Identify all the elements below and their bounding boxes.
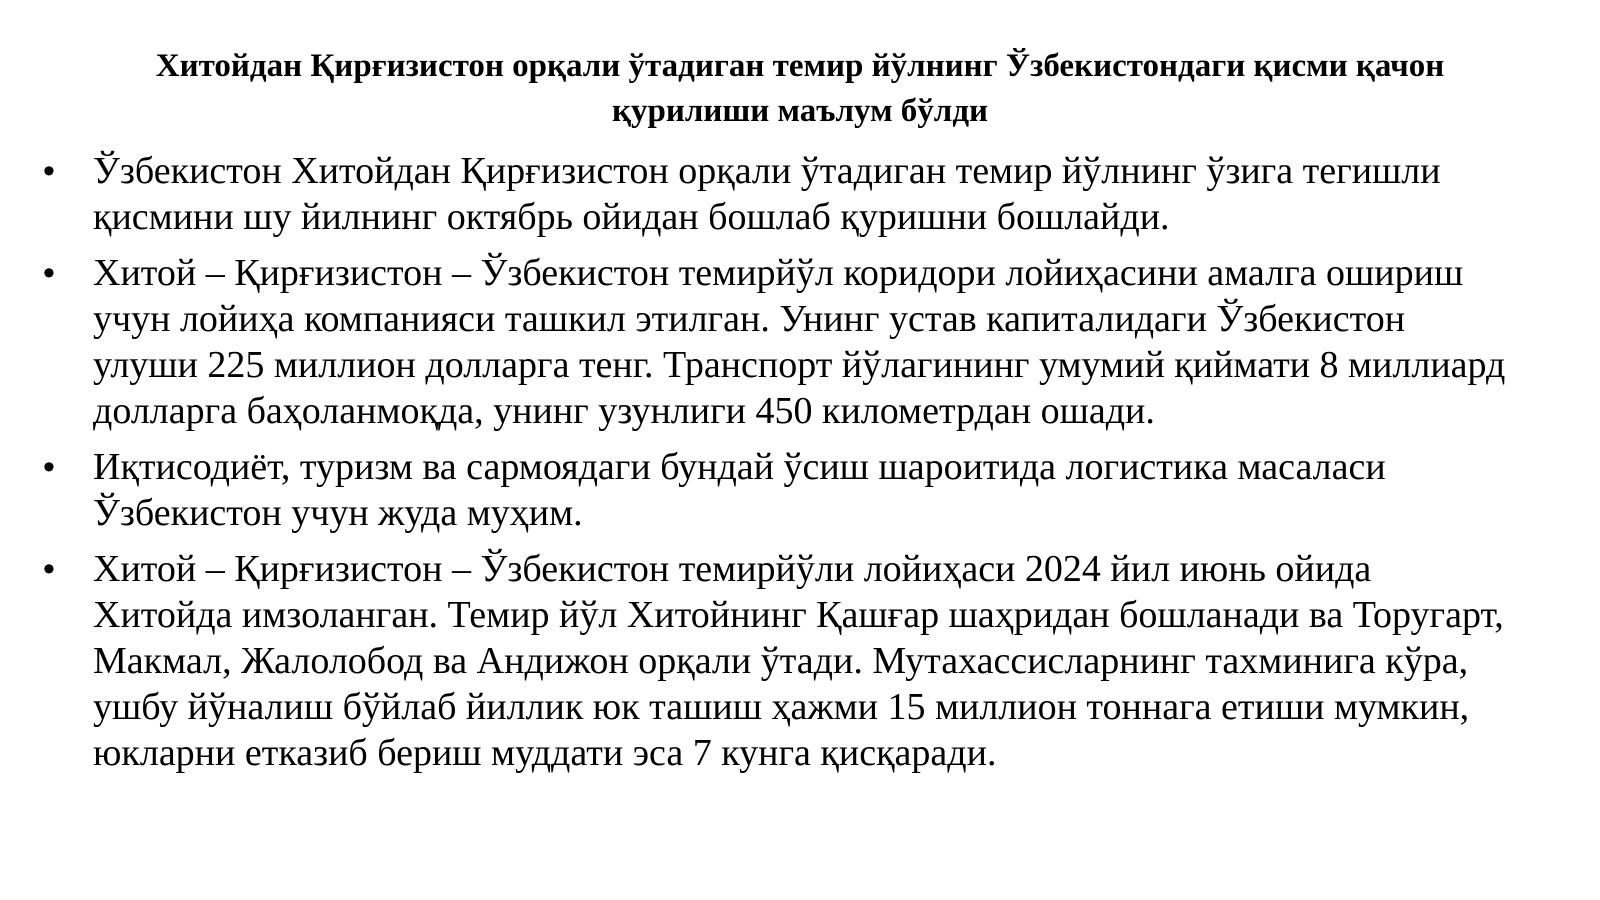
bullet-dot-icon: • — [43, 550, 55, 588]
bullet-item — [43, 250, 1512, 434]
bullet-item — [43, 546, 1512, 776]
bullet-dot-icon: • — [43, 254, 55, 292]
slide-title: Хитойдан Қирғизистон орқали ўтадиган темир йўлнинг Ўзбекистондаги қисми қачон қурилиши маълум бўлди — [155, 48, 1445, 129]
bullet-item — [43, 444, 1512, 536]
bullet-text: Ўзбекистон Хитойдан Қирғизистон орқали ўтадиган темир йўлнинг ўзига тегишли қисмини шу йилнинг октябрь ойидан бошлаб қуришни бошлайди. — [93, 150, 1441, 238]
bullet-item — [43, 148, 1512, 240]
bullet-list — [43, 148, 1512, 776]
bullet-text: Хитой – Қирғизистон – Ўзбекистон темирйўли лойиҳаси 2024 йил июнь ойида Хитойда имзоланган. Темир йўл Хитойнинг Қашғар шаҳридан бошланади ва Торугарт, Макмал, Жалолобод ва Андижон орқали ўтади. Мутахассисларнинг тахминига кўра, ушбу йўналиш бўйлаб йиллик юк ташиш ҳажми 15 миллион тоннага етиши мумкин, юкларни етказиб бериш муддати эса 7 кунга қисқаради. — [93, 548, 1504, 774]
bullet-text: Иқтисодиёт, туризм ва сармоядаги бундай ўсиш шароитида логистика масаласи Ўзбекистон учун жуда муҳим. — [93, 446, 1386, 534]
bullet-text: Хитой – Қирғизистон – Ўзбекистон темирйўл коридори лойиҳасини амалга ошириш учун лойиҳа компанияси ташкил этилган. Унинг устав капиталидаги Ўзбекистон улуши 225 миллион долларга тенг. Транспорт йўлагининг умумий қиймати 8 миллиард долларга баҳоланмоқда, унинг узунлиги 450 километрдан ошади. — [93, 252, 1506, 432]
bullet-dot-icon: • — [43, 448, 55, 486]
bullet-dot-icon: • — [43, 152, 55, 190]
